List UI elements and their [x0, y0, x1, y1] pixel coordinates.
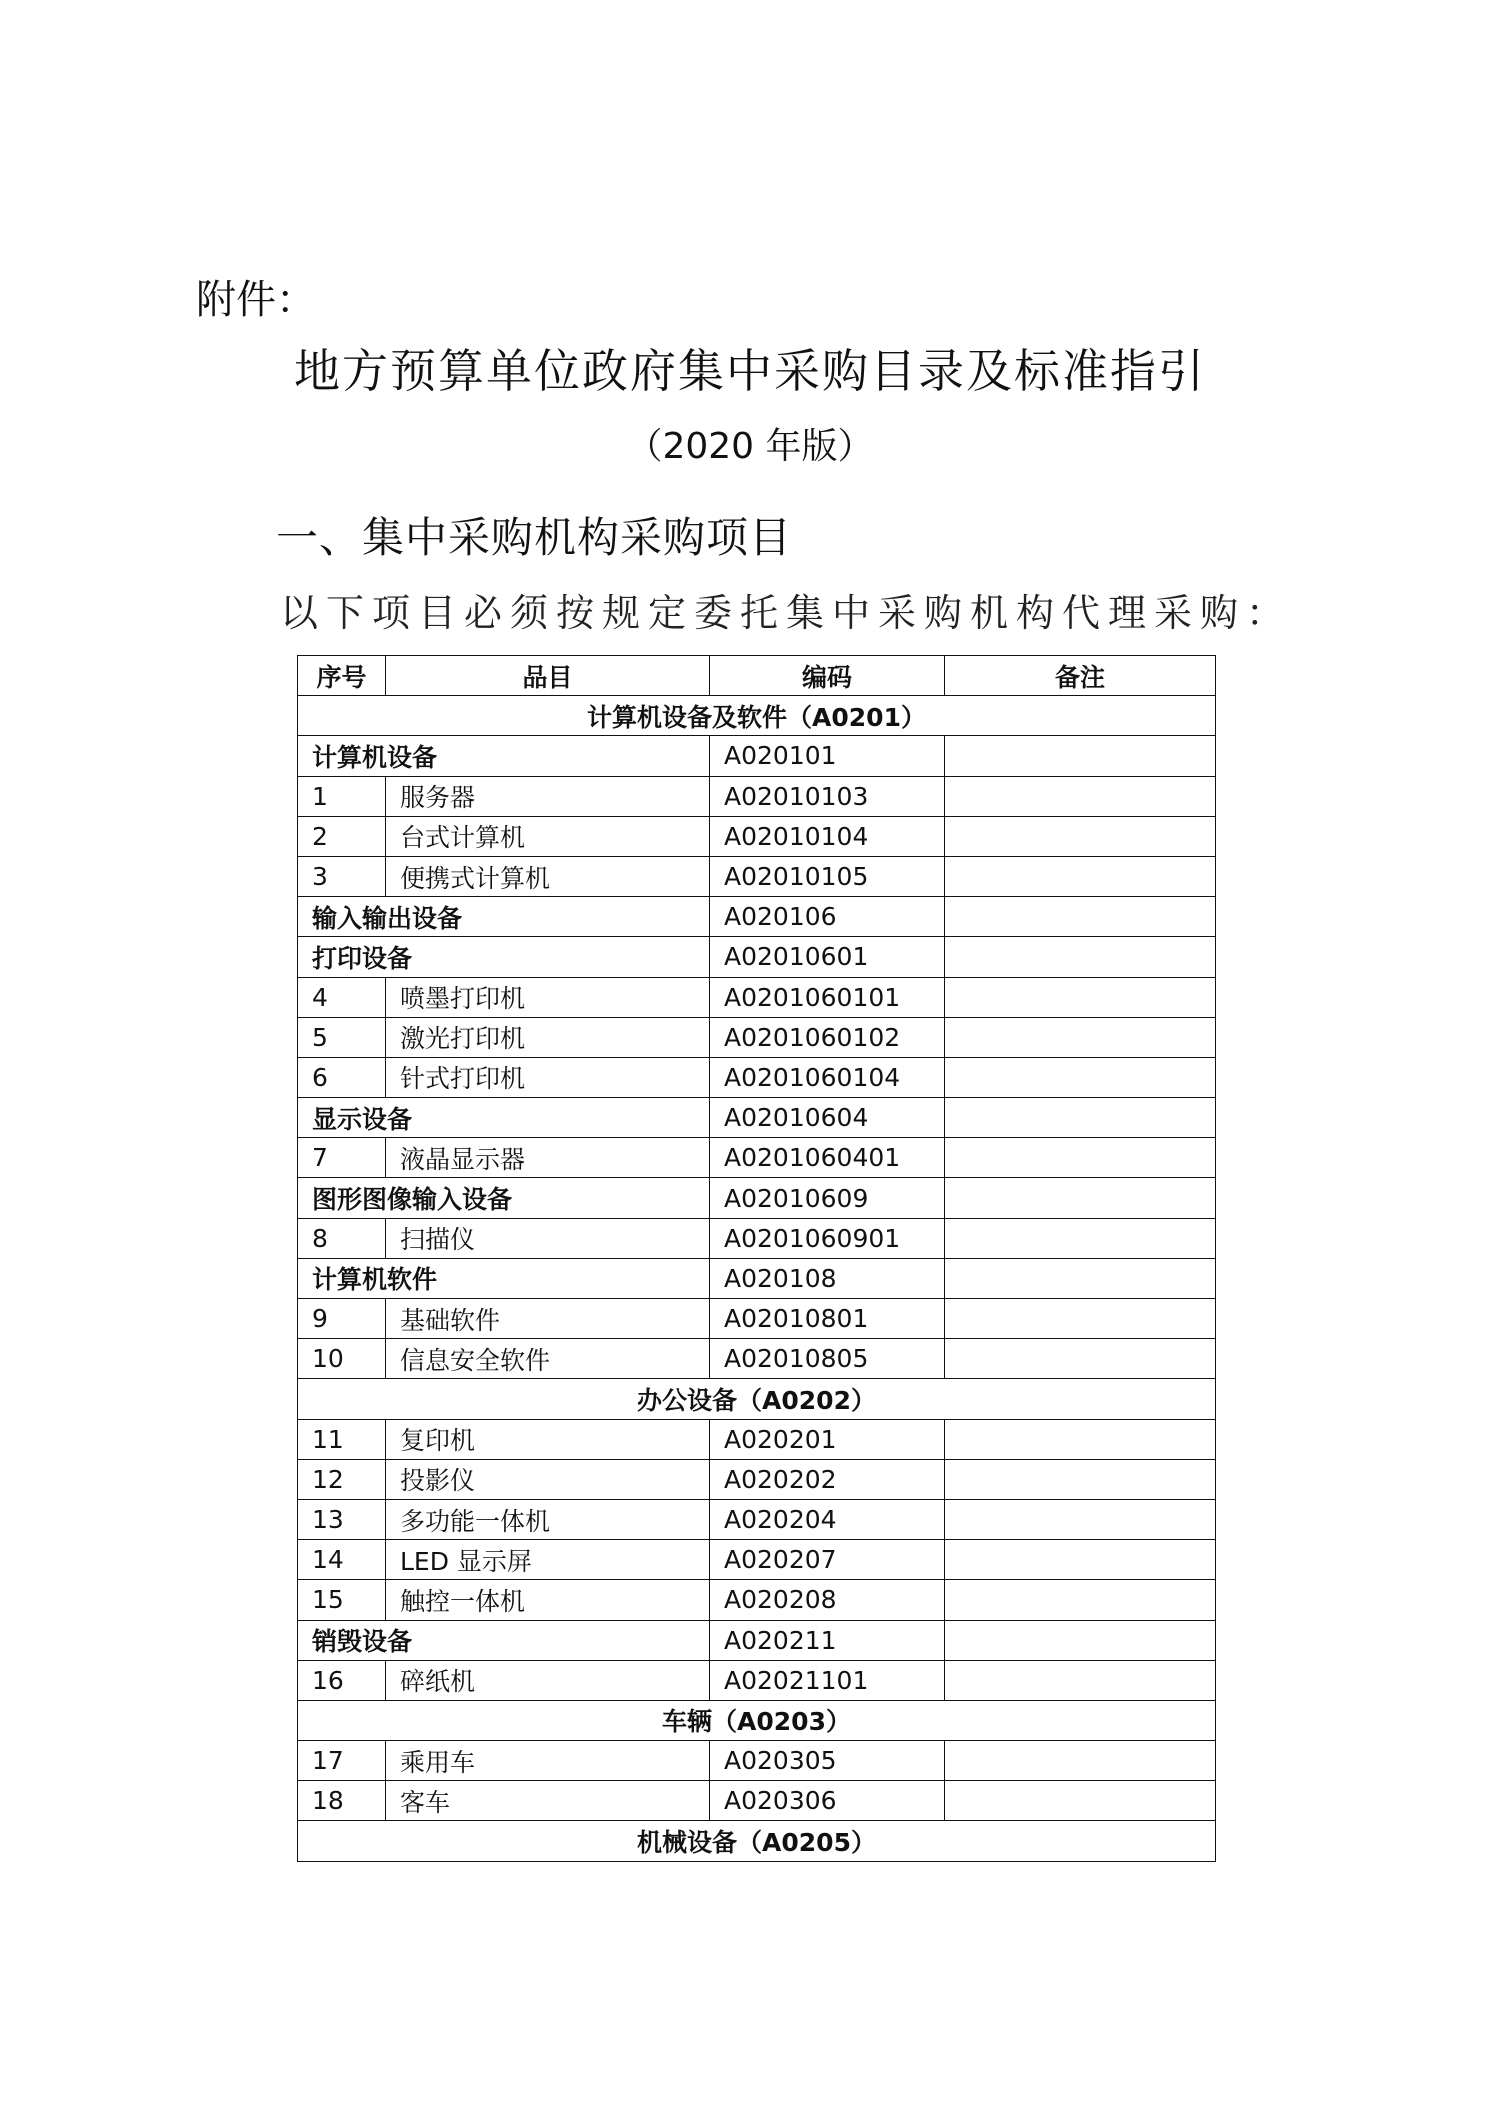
- subcategory-row: [298, 937, 1216, 977]
- item-name: 碎纸机: [386, 1660, 710, 1700]
- remark-cell: [945, 1540, 1216, 1580]
- subcategory-name: 销毁设备: [298, 1620, 710, 1660]
- subcategory-name: 图形图像输入设备: [298, 1178, 710, 1218]
- subcategory-code: A02010604: [710, 1098, 945, 1138]
- subcategory-name: 计算机设备: [298, 736, 710, 776]
- remark-cell: [945, 1419, 1216, 1459]
- remark-cell: [945, 1660, 1216, 1700]
- item-code: A020202: [710, 1459, 945, 1499]
- column-header-index: 序号: [298, 656, 386, 696]
- subcategory-name: 显示设备: [298, 1098, 710, 1138]
- item-code: A0201060102: [710, 1017, 945, 1057]
- item-code: A020305: [710, 1741, 945, 1781]
- item-code: A020208: [710, 1580, 945, 1620]
- remark-cell: [945, 1299, 1216, 1339]
- item-name: 信息安全软件: [386, 1339, 710, 1379]
- table-row: [298, 816, 1216, 856]
- item-name: 针式打印机: [386, 1057, 710, 1097]
- item-code: A020306: [710, 1781, 945, 1821]
- item-index: 10: [298, 1339, 386, 1379]
- item-code: A0201060901: [710, 1218, 945, 1258]
- item-code: A02010105: [710, 856, 945, 896]
- remark-cell: [945, 816, 1216, 856]
- item-code: A020201: [710, 1419, 945, 1459]
- table-row: [298, 856, 1216, 896]
- remark-cell: [945, 937, 1216, 977]
- group-title: 车辆（A0203）: [298, 1700, 1216, 1740]
- subcategory-code: A02010601: [710, 937, 945, 977]
- item-index: 13: [298, 1499, 386, 1539]
- item-index: 5: [298, 1017, 386, 1057]
- document-title: 地方预算单位政府集中采购目录及标准指引: [294, 344, 1206, 398]
- item-name: 便携式计算机: [386, 856, 710, 896]
- item-name: 台式计算机: [386, 816, 710, 856]
- item-name: 激光打印机: [386, 1017, 710, 1057]
- remark-cell: [945, 1258, 1216, 1298]
- item-code: A0201060401: [710, 1138, 945, 1178]
- item-name: 复印机: [386, 1419, 710, 1459]
- group-row: [298, 1379, 1216, 1419]
- subcategory-row: [298, 736, 1216, 776]
- subcategory-name: 打印设备: [298, 937, 710, 977]
- attachment-label: 附件：: [196, 277, 316, 323]
- item-index: 1: [298, 776, 386, 816]
- item-index: 9: [298, 1299, 386, 1339]
- item-index: 3: [298, 856, 386, 896]
- remark-cell: [945, 977, 1216, 1017]
- subcategory-row: [298, 1620, 1216, 1660]
- item-code: A0201060101: [710, 977, 945, 1017]
- section-instruction: 以下项目必须按规定委托集中采购机构代理采购：: [280, 591, 1293, 635]
- subcategory-name: 计算机软件: [298, 1258, 710, 1298]
- subcategory-row: [298, 1178, 1216, 1218]
- item-name: 服务器: [386, 776, 710, 816]
- item-code: A02021101: [710, 1660, 945, 1700]
- group-row: [298, 1700, 1216, 1740]
- item-name: 喷墨打印机: [386, 977, 710, 1017]
- table-row: [298, 1540, 1216, 1580]
- table-row: [298, 1138, 1216, 1178]
- remark-cell: [945, 1218, 1216, 1258]
- remark-cell: [945, 1620, 1216, 1660]
- remark-cell: [945, 1499, 1216, 1539]
- item-name: 乘用车: [386, 1741, 710, 1781]
- item-code: A0201060104: [710, 1057, 945, 1097]
- item-index: 7: [298, 1138, 386, 1178]
- subcategory-row: [298, 897, 1216, 937]
- column-header-item: 品目: [386, 656, 710, 696]
- item-index: 17: [298, 1741, 386, 1781]
- item-index: 2: [298, 816, 386, 856]
- table-row: [298, 1057, 1216, 1097]
- item-index: 6: [298, 1057, 386, 1097]
- table-row: [298, 1741, 1216, 1781]
- item-code: A02010801: [710, 1299, 945, 1339]
- table-row: [298, 1660, 1216, 1700]
- item-name: 液晶显示器: [386, 1138, 710, 1178]
- subcategory-code: A020211: [710, 1620, 945, 1660]
- item-name: 扫描仪: [386, 1218, 710, 1258]
- table-row: [298, 1459, 1216, 1499]
- item-name: 客车: [386, 1781, 710, 1821]
- item-name: 投影仪: [386, 1459, 710, 1499]
- item-index: 18: [298, 1781, 386, 1821]
- item-code: A020204: [710, 1499, 945, 1539]
- procurement-catalog-table: [297, 655, 1216, 1862]
- remark-cell: [945, 1459, 1216, 1499]
- subcategory-row: [298, 1098, 1216, 1138]
- item-code: A02010805: [710, 1339, 945, 1379]
- item-name: 多功能一体机: [386, 1499, 710, 1539]
- remark-cell: [945, 856, 1216, 896]
- subcategory-code: A020108: [710, 1258, 945, 1298]
- table-row: [298, 1339, 1216, 1379]
- item-name: 基础软件: [386, 1299, 710, 1339]
- subcategory-code: A020106: [710, 897, 945, 937]
- group-title: 机械设备（A0205）: [298, 1821, 1216, 1861]
- group-row: [298, 696, 1216, 736]
- item-index: 12: [298, 1459, 386, 1499]
- table-row: [298, 977, 1216, 1017]
- column-header-code: 编码: [710, 656, 945, 696]
- table-row: [298, 1218, 1216, 1258]
- item-index: 14: [298, 1540, 386, 1580]
- remark-cell: [945, 1339, 1216, 1379]
- table-row: [298, 776, 1216, 816]
- item-code: A020207: [710, 1540, 945, 1580]
- remark-cell: [945, 1781, 1216, 1821]
- remark-cell: [945, 1741, 1216, 1781]
- group-title: 计算机设备及软件（A0201）: [298, 696, 1216, 736]
- table-row: [298, 1580, 1216, 1620]
- column-header-remark: 备注: [945, 656, 1216, 696]
- remark-cell: [945, 897, 1216, 937]
- item-index: 16: [298, 1660, 386, 1700]
- item-index: 4: [298, 977, 386, 1017]
- item-index: 15: [298, 1580, 386, 1620]
- remark-cell: [945, 1580, 1216, 1620]
- item-code: A02010104: [710, 816, 945, 856]
- table-row: [298, 1299, 1216, 1339]
- table-header-row: [298, 656, 1216, 696]
- remark-cell: [945, 1017, 1216, 1057]
- subcategory-code: A02010609: [710, 1178, 945, 1218]
- table-row: [298, 1017, 1216, 1057]
- table-row: [298, 1419, 1216, 1459]
- subcategory-row: [298, 1258, 1216, 1298]
- group-title: 办公设备（A0202）: [298, 1379, 1216, 1419]
- item-code: A02010103: [710, 776, 945, 816]
- subcategory-code: A020101: [710, 736, 945, 776]
- item-name: 触控一体机: [386, 1580, 710, 1620]
- group-row: [298, 1821, 1216, 1861]
- document-edition: （2020 年版）: [626, 426, 874, 467]
- remark-cell: [945, 1098, 1216, 1138]
- remark-cell: [945, 1057, 1216, 1097]
- item-name: LED 显示屏: [386, 1540, 710, 1580]
- item-index: 11: [298, 1419, 386, 1459]
- item-index: 8: [298, 1218, 386, 1258]
- remark-cell: [945, 1178, 1216, 1218]
- subcategory-name: 输入输出设备: [298, 897, 710, 937]
- table-row: [298, 1781, 1216, 1821]
- remark-cell: [945, 1138, 1216, 1178]
- table-row: [298, 1499, 1216, 1539]
- section-heading: 一、集中采购机构采购项目: [276, 513, 793, 562]
- remark-cell: [945, 776, 1216, 816]
- remark-cell: [945, 736, 1216, 776]
